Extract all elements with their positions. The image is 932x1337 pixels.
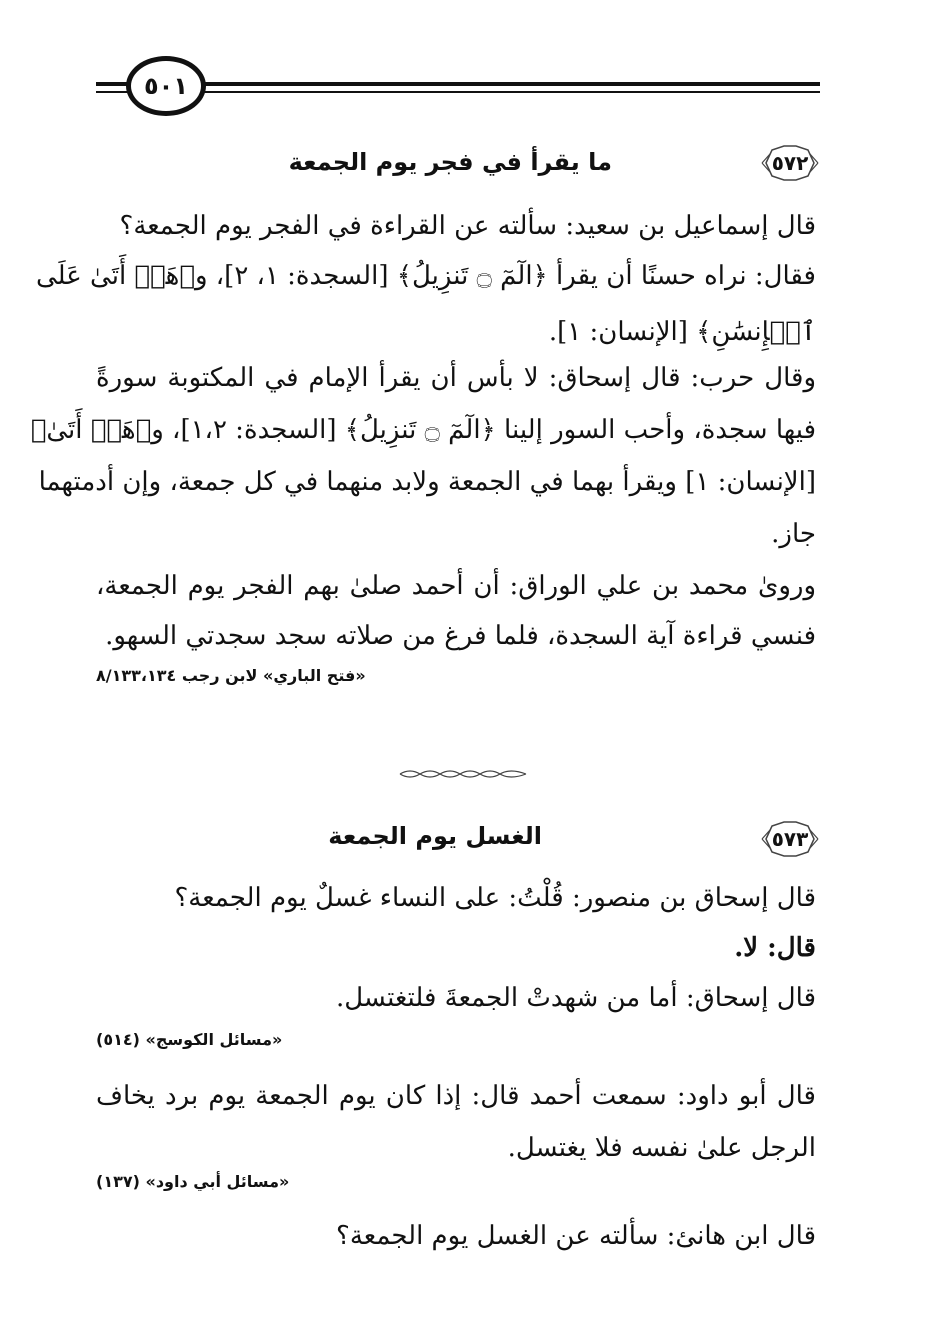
text-line: قال ابن هانئ: سألته عن الغسل يوم الجمعة؟ <box>336 1221 816 1251</box>
section-title: الغسل يوم الجمعة <box>328 822 542 850</box>
text-line: قال: لا. <box>734 933 816 963</box>
source-citation: «فتح الباري» لابن رجب ٨/١٣٣،١٣٤ <box>96 666 366 685</box>
text-line: قال أبو داود: سمعت أحمد قال: إذا كان يوم الجمعة يوم برد يخاف <box>96 1081 816 1111</box>
text-line: قال إسماعيل بن سعيد: سألته عن القراءة في الفجر يوم الجمعة؟ <box>119 211 816 241</box>
text-line: قال إسحاق بن منصور: قُلْتُ: على النساء غسلٌ يوم الجمعة؟ <box>174 883 816 913</box>
text-line: فنسي قراءة آية السجدة، فلما فرغ من صلاته سجد سجدتي السهو. <box>105 621 816 651</box>
source-citation: «مسائل الكوسج» (٥١٤) <box>96 1030 283 1049</box>
text-line: الرجل علىٰ نفسه فلا يغتسل. <box>507 1133 816 1163</box>
section-number-badge <box>758 818 822 860</box>
page-header <box>96 56 820 126</box>
text-line: قال إسحاق: أما من شهدتْ الجمعةَ فلتغتسل. <box>335 983 816 1013</box>
section-number-badge <box>758 142 822 184</box>
section-number: ٥٧٢ <box>771 151 809 175</box>
text-line: فقال: نراه حسنًا أن يقرأ ﴿الٓمٓ ۝ تَنزِيلُ﴾ [السجدة: ١، ٢]، و﴿هَلۡ أَتَىٰ عَلَى <box>35 261 816 291</box>
section-title: ما يقرأ في فجر يوم الجمعة <box>288 148 612 176</box>
text-line: جاز. <box>771 519 816 549</box>
text-line: وقال حرب: قال إسحاق: لا بأس أن يقرأ الإمام في المكتوبة سورةً <box>96 363 816 393</box>
page-number: ٥٠١ <box>126 56 206 116</box>
section-number: ٥٧٣ <box>771 827 809 851</box>
source-citation: «مسائل أبي داود» (١٣٧) <box>96 1172 290 1191</box>
text-line: ٱلۡإِنسَٰنِ﴾ [الإنسان: ١]. <box>548 317 816 347</box>
text-line: [الإنسان: ١] ويقرأ بهما في الجمعة ولابد منهما في كل جمعة، وإن أدمتهما <box>38 467 816 497</box>
text-line: فيها سجدة، وأحب السور إلينا ﴿الٓمٓ ۝ تَنزِيلُ﴾ [السجدة: ١،٢]، و﴿هَلۡ أَتَىٰ﴾ <box>30 415 816 445</box>
text-line: وروىٰ محمد بن علي الوراق: أن أحمد صلىٰ بهم الفجر يوم الجمعة، <box>96 571 817 601</box>
divider-ornament-icon <box>398 768 528 780</box>
